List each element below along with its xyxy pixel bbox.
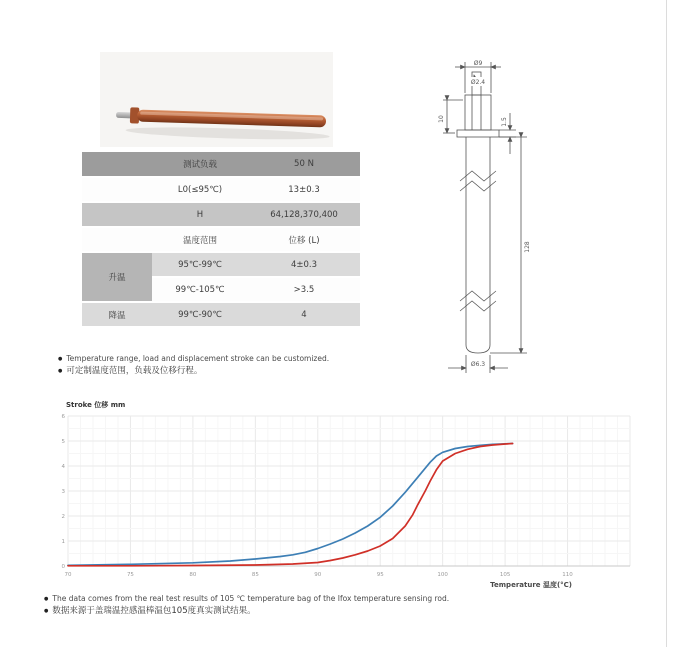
rod-photo-illustration — [100, 52, 333, 147]
dim-pin-length: 10 — [438, 115, 445, 123]
drawing-tip — [466, 345, 490, 353]
bullet-icon: ● — [44, 596, 49, 602]
dim-tip-diameter: Ø6.3 — [470, 361, 486, 368]
svg-text:80: 80 — [189, 572, 197, 578]
temp-range-header: 温度范围 — [152, 227, 248, 252]
svg-text:100: 100 — [437, 572, 448, 578]
svg-text:105: 105 — [499, 572, 511, 578]
heating-label: 升温 — [82, 252, 152, 302]
dim-top-diameter: Ø9 — [473, 60, 483, 67]
drawing-flange — [457, 130, 499, 137]
svg-text:85: 85 — [251, 572, 259, 578]
svg-text:2: 2 — [61, 514, 65, 520]
test-load-value: 50 N — [248, 152, 360, 177]
stroke-chart — [60, 410, 635, 582]
product-photo — [100, 52, 333, 147]
l0-label: L0(≤95℃) — [152, 177, 248, 202]
chart-x-axis-label: Temperature 温度(°C) — [490, 581, 572, 589]
svg-text:5: 5 — [61, 439, 65, 445]
bullet-icon: ● — [58, 368, 63, 374]
h-label: H — [152, 202, 248, 227]
l0-value: 13±0.3 — [248, 177, 360, 202]
dim-pin-diameter: Ø2.4 — [470, 79, 486, 86]
svg-text:95: 95 — [376, 572, 384, 578]
chart-note-en: ● The data comes from the real test results of 105 ℃ temperature bag of the Ifox temperature sensing rod. — [44, 594, 450, 603]
cooling-label: 降温 — [82, 302, 152, 327]
dim-flange-thickness: 1.5 — [501, 117, 508, 127]
h-value: 64,128,370,400 — [248, 202, 360, 227]
table-row — [82, 202, 360, 227]
heating-value-2: >3.5 — [248, 277, 360, 302]
drawing-head — [465, 95, 491, 130]
test-load-label: 测试负载 — [152, 152, 248, 177]
chart-note-cn: ● 数据来源于盖瑞温控感温棒温包105度真实测试结果。 — [44, 606, 256, 616]
technical-drawing — [430, 35, 548, 385]
chart-title: Stroke 位移 mm — [66, 401, 126, 409]
svg-text:1: 1 — [61, 539, 65, 545]
heating-range-2: 99℃-105℃ — [152, 277, 248, 302]
svg-text:75: 75 — [126, 572, 134, 578]
page-right-border — [666, 0, 667, 647]
svg-text:6: 6 — [61, 414, 65, 420]
table-row — [82, 302, 360, 327]
table-row — [82, 152, 360, 177]
table-notes — [58, 353, 329, 377]
bullet-icon: ● — [44, 608, 49, 614]
table-row — [82, 227, 360, 252]
dim-body-length: 128 — [524, 241, 531, 253]
heating-value-1: 4±0.3 — [248, 252, 360, 277]
table-row — [82, 252, 360, 277]
table-note-en: ● Temperature range, load and displacement stroke can be customized. — [58, 354, 330, 363]
svg-text:70: 70 — [64, 572, 72, 578]
svg-text:110: 110 — [562, 572, 573, 578]
svg-text:90: 90 — [314, 572, 322, 578]
svg-text:3: 3 — [61, 489, 65, 495]
cooling-value: 4 — [248, 302, 360, 327]
blue-curve — [68, 444, 513, 566]
svg-text:0: 0 — [61, 564, 65, 570]
bullet-icon: ● — [58, 356, 63, 362]
table-note-cn: ● 可定制温度范围，负载及位移行程。 — [58, 366, 203, 376]
table-row — [82, 177, 360, 202]
displacement-header: 位移 (L) — [248, 227, 360, 252]
cooling-range: 99℃-90℃ — [152, 302, 248, 327]
chart-notes — [44, 593, 449, 617]
svg-text:4: 4 — [61, 464, 65, 470]
red-curve — [68, 444, 513, 566]
heating-range-1: 95℃-99℃ — [152, 252, 248, 277]
drawing-body — [466, 137, 490, 345]
spec-table — [82, 152, 360, 328]
